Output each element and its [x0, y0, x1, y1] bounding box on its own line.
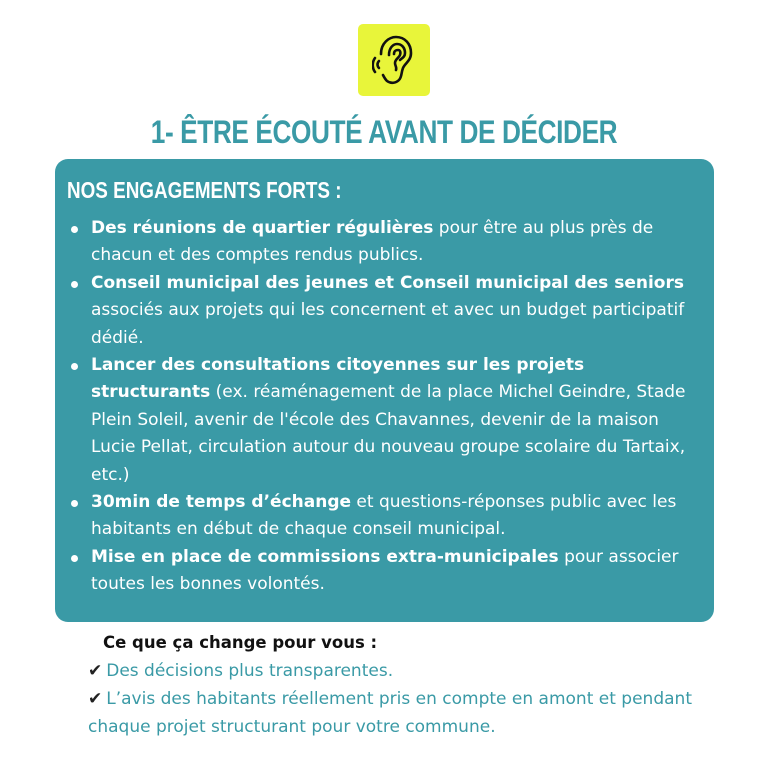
benefit-text: Des décisions plus transparentes. — [106, 661, 394, 681]
commitment-strong: Mise en place de commissions extra-municipales — [91, 546, 559, 567]
list-item — [91, 544, 703, 599]
commitment-text: associés aux projets qui les concernent et avec un budget participatif dédié. — [91, 300, 685, 348]
commitment-strong: 30min de temps d’échange — [91, 492, 352, 513]
commitment-text: (ex. réaménagement de la place Michel Geindre, Stade Plein Soleil, avenir de l'école des Chavannes, devenir de la maison Lucie Pellat, circulation autour du nouveau groupe scolaire du Tartaix, etc.) — [91, 382, 686, 485]
benefit-text: L’avis des habitants réellement pris en compte en amont et pendant chaque projet structurant pour votre commune. — [88, 689, 692, 737]
commitment-text: pour être au plus près de chacun et des comptes rendus publics. — [91, 218, 654, 266]
ear-icon-badge — [358, 24, 430, 96]
list-item — [91, 270, 703, 352]
page-title: 1- ÊTRE ÉCOUTÉ AVANT DE DÉCIDER — [150, 114, 618, 150]
panel-heading: NOS ENGAGEMENTS FORTS : — [67, 177, 342, 203]
list-item — [88, 657, 728, 685]
commitment-text: pour associer toutes les bonnes volontés. — [91, 546, 679, 595]
commitment-text: et questions-réponses public avec les habitants en début de chaque conseil municipal. — [91, 492, 677, 540]
checkmark-icon: ✔ — [88, 689, 103, 709]
commitment-strong: Lancer des consultations citoyennes sur les projets structurants — [91, 355, 585, 403]
list-item — [88, 685, 728, 741]
commitments-panel — [55, 159, 714, 622]
checkmark-icon: ✔ — [88, 661, 103, 681]
ear-icon — [372, 34, 416, 86]
list-item — [91, 489, 703, 544]
commitments-list — [91, 215, 703, 599]
commitment-strong: Conseil municipal des jeunes et Conseil municipal des seniors — [91, 272, 684, 293]
list-item — [91, 352, 703, 489]
commitment-strong: Des réunions de quartier régulières — [91, 218, 434, 238]
list-item — [91, 215, 703, 270]
benefits-list — [88, 657, 728, 741]
summary-heading: Ce que ça change pour vous : — [103, 633, 378, 652]
